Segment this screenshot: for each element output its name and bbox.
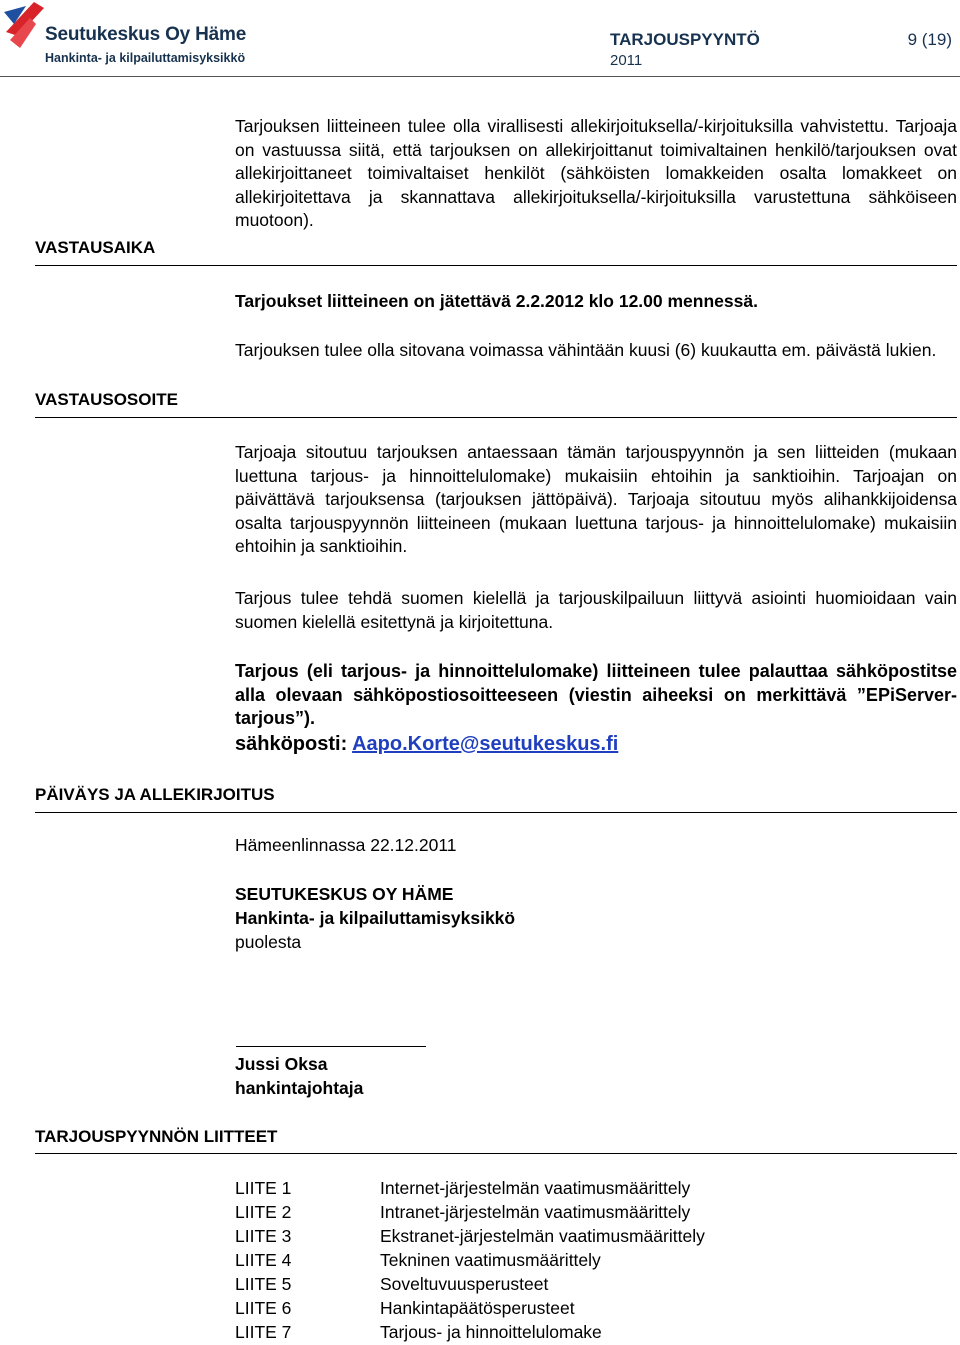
signature-org: SEUTUKESKUS OY HÄME — [235, 884, 454, 904]
document-year: 2011 — [610, 52, 643, 69]
section-heading-vastausosoite: VASTAUSOSOITE — [35, 390, 178, 409]
attachment-desc: Tekninen vaatimusmäärittely — [380, 1250, 601, 1270]
attachment-desc: Internet-järjestelmän vaatimusmäärittely — [380, 1178, 691, 1198]
header-divider — [0, 76, 960, 77]
attachment-code: LIITE 1 — [235, 1178, 292, 1198]
signature-unit: Hankinta- ja kilpailuttamisyksikkö — [235, 908, 516, 928]
signature-line — [236, 1046, 426, 1047]
section-heading-vastausaika: VASTAUSAIKA — [35, 238, 156, 257]
email-label: sähköposti: — [235, 733, 348, 755]
signer-name: Jussi Oksa — [235, 1054, 328, 1074]
section-divider — [35, 812, 957, 813]
section-heading-attachments: TARJOUSPYYNNÖN LIITTEET — [35, 1127, 278, 1146]
place-date: Hämeenlinnassa 22.12.2011 — [235, 835, 457, 855]
attachment-desc: Hankintapäätösperusteet — [380, 1298, 575, 1318]
attachment-desc: Tarjous- ja hinnoittelulomake — [380, 1322, 602, 1342]
attachment-code: LIITE 6 — [235, 1298, 292, 1318]
section-divider — [35, 265, 957, 266]
submission-paragraph: Tarjous (eli tarjous- ja hinnoittelulomake) liitteineen tulee palauttaa sähköpostitse alla olevaan sähköpostiosoitteeseen (viestin aiheeksi on merkittävä ”EPiServer-tarjous”). — [235, 661, 957, 728]
attachment-code: LIITE 3 — [235, 1226, 292, 1246]
company-name: Seutukeskus Oy Häme — [45, 24, 247, 45]
attachment-desc: Ekstranet-järjestelmän vaatimusmäärittely — [380, 1226, 705, 1246]
document-type: TARJOUSPYYNTÖ — [610, 30, 760, 49]
company-unit: Hankinta- ja kilpailuttamisyksikkö — [45, 51, 246, 65]
section-divider — [35, 1153, 957, 1154]
attachment-code: LIITE 5 — [235, 1274, 292, 1294]
validity-text: Tarjouksen tulee olla sitovana voimassa vähintään kuusi (6) kuukautta em. päivästä lukien. — [235, 340, 937, 360]
signer-title: hankintajohtaja — [235, 1078, 364, 1098]
section-heading-signature: PÄIVÄYS JA ALLEKIRJOITUS — [35, 785, 275, 804]
deadline-text: Tarjoukset liitteineen on jätettävä 2.2.2012 klo 12.00 mennessä. — [235, 291, 758, 311]
attachment-code: LIITE 2 — [235, 1202, 292, 1222]
attachment-code: LIITE 4 — [235, 1250, 292, 1270]
page-number: 9 (19) — [907, 30, 952, 49]
language-paragraph: Tarjous tulee tehdä suomen kielellä ja tarjouskilpailuun liittyvä asiointi huomioidaan vain suomen kielellä esitettynä ja kirjoitettuna. — [235, 588, 957, 632]
attachment-code: LIITE 7 — [235, 1322, 292, 1342]
attachment-desc: Soveltuvuusperusteet — [380, 1274, 549, 1294]
intro-paragraph: Tarjouksen liitteineen tulee olla virallisesti allekirjoituksella/-kirjoituksilla vahvistettu. Tarjoaja on vastuussa siitä, että tarjouksen on allekirjoittanut toimivaltainen henkilö/tarjouksen ovat allekirjoittaneet toimivaltaiset henkilöt (sähköisten lomakkeiden osalta lomakkeet on allekirjoitettava ja skannattava allekirjoituksella/-kirjoituksilla varustettuna sähköiseen muotoon). — [235, 116, 957, 230]
signature-on-behalf: puolesta — [235, 932, 302, 952]
section-divider — [35, 417, 957, 418]
email-link[interactable]: Aapo.Korte@seutukeskus.fi — [352, 733, 619, 755]
attachment-desc: Intranet-järjestelmän vaatimusmäärittely — [380, 1202, 691, 1222]
commitment-paragraph: Tarjoaja sitoutuu tarjouksen antaessaan tämän tarjouspyynnön ja sen liitteiden (mukaan luettuna tarjous- ja hinnoittelulomake) mukaisiin ehtoihin ja sanktioihin. Tarjoajan on päivättävä tarjouksensa (tarjouksen jättöpäivä). Tarjoaja sitoutuu myös alihankkijoidensa osalta tarjouspyynnön liitteineen (mukaan luettuna tarjous- ja hinnoittelulomake) mukaisiin ehtoihin ja sanktioihin. — [235, 442, 957, 556]
email-row — [235, 733, 618, 756]
